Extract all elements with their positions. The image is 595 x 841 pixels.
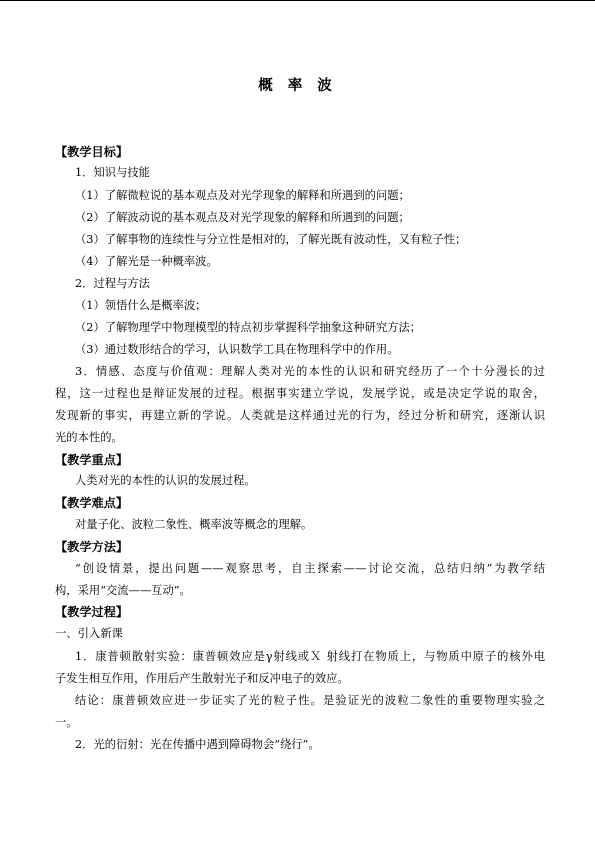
methods-line-2: 构，采用“交流——互动”。 xyxy=(55,584,191,597)
diffraction-line: 2．光的衍射：光在传播中遇到障碍物会“绕行”。 xyxy=(75,738,320,751)
process-item-2: （2）了解物理学中物理模型的特点初步掌握科学抽象这种研究方法； xyxy=(75,321,422,334)
values-line-2: 程，这一过程也是辩证发展的过程。根据事实建立学说，发展学说，或是决定学说的取舍， xyxy=(55,387,545,400)
intro-new-lesson: 一、引入新课 xyxy=(55,627,123,640)
document-title: 概 率 波 xyxy=(258,78,337,94)
compton-line-2: 子发生相互作用，作用后产生散射光子和反冲电子的效应。 xyxy=(55,672,349,685)
methods-heading: 【教学方法】 xyxy=(55,540,129,554)
process-heading: 【教学过程】 xyxy=(55,605,129,619)
conclusion-line-2: 一。 xyxy=(55,716,78,729)
knowledge-item-2: （2）了解波动说的基本观点及对光学现象的解释和所遇到的问题； xyxy=(75,211,410,224)
knowledge-title: 1．知识与技能 xyxy=(75,166,150,179)
knowledge-item-4: （4）了解光是一种概率波。 xyxy=(75,255,218,268)
methods-line-1: “创设情景，提出问题——观察思考，自主探索——讨论交流，总结归纳”为教学结 xyxy=(75,562,545,575)
compton-line-1: 1．康普顿散射实验：康普顿效应是γ射线或Ｘ 射线打在物质上，与物质中原子的核外电 xyxy=(75,650,545,663)
values-line-1: 3．情感、态度与价值观：理解人类对光的本性的认识和研究经历了一个十分漫长的过 xyxy=(75,365,545,378)
key-points-text: 人类对光的本性的认识的发展过程。 xyxy=(75,474,256,487)
knowledge-item-1: （1）了解微粒说的基本观点及对光学现象的解释和所遇到的问题； xyxy=(75,189,410,202)
objectives-heading: 【教学目标】 xyxy=(55,145,129,159)
process-item-3: （3）通过数形结合的学习，认识数学工具在物理科学中的作用。 xyxy=(75,343,399,356)
knowledge-item-3: （3）了解事物的连续性与分立性是相对的，了解光既有波动性，又有粒子性； xyxy=(75,233,467,246)
values-line-4: 光的本性的。 xyxy=(55,431,123,444)
process-methods-title: 2．过程与方法 xyxy=(75,277,150,290)
difficulties-text: 对量子化、波粒二象性、概率波等概念的理解。 xyxy=(75,518,313,531)
conclusion-line-1: 结论：康普顿效应进一步证实了光的粒子性。是验证光的波粒二象性的重要物理实验之 xyxy=(75,694,545,707)
difficulties-heading: 【教学难点】 xyxy=(55,496,129,510)
key-points-heading: 【教学重点】 xyxy=(55,453,129,467)
values-line-3: 发现新的事实，再建立新的学说。人类就是这样通过光的行为，经过分析和研究，逐渐认识 xyxy=(55,409,545,422)
process-item-1: （1）领悟什么是概率波； xyxy=(75,299,207,312)
